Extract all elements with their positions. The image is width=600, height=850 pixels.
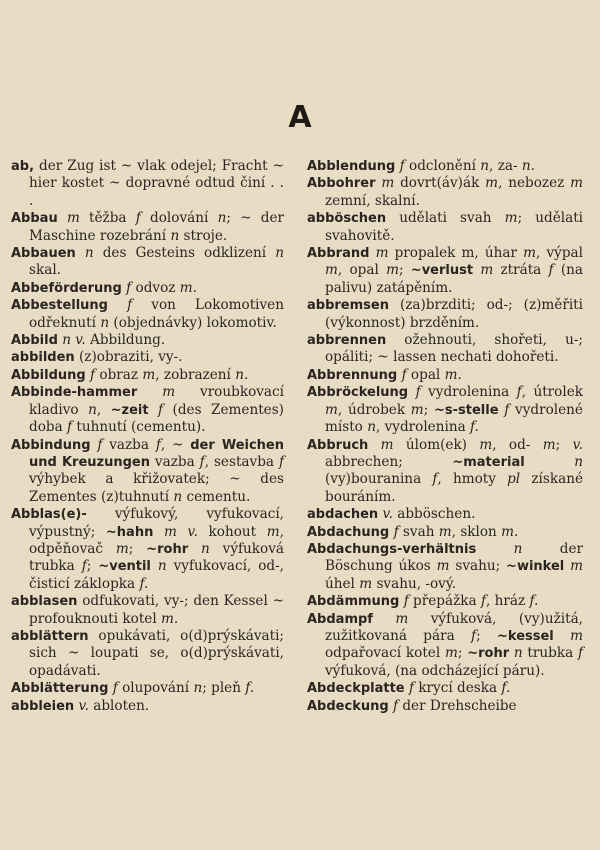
entry-text: , hmoty (437, 471, 508, 488)
grammar-label: m (485, 175, 499, 192)
dictionary-entry (11, 297, 284, 332)
entry-headword: ~s-stelle (434, 402, 499, 418)
entry-text: svah (398, 523, 439, 540)
entry-headword: abbrennen (307, 333, 387, 349)
grammar-label: m (480, 262, 494, 279)
entry-headword: ~kessel (497, 628, 554, 644)
entry-headword: Abbauen (11, 246, 76, 262)
entry-text: von Lokomotiven odřeknutí (29, 297, 284, 331)
dictionary-entry (11, 628, 284, 680)
entry-headword: Abdachung (307, 524, 390, 540)
dictionary-entry (11, 506, 284, 593)
entry-headword: Abbild (11, 333, 58, 349)
grammar-label: m. (161, 610, 179, 627)
entry-text: výfuková, (na odcházející páru). (325, 662, 545, 679)
entry-text: ; (555, 436, 573, 453)
dictionary-entry (11, 384, 284, 436)
entry-headword: abbilden (11, 350, 75, 366)
entry-headword: ~winkel (506, 559, 565, 575)
grammar-label: n (157, 558, 167, 575)
grammar-label: n (574, 453, 583, 470)
dictionary-entry (307, 245, 583, 297)
entry-text (76, 245, 85, 261)
dictionary-entry (307, 437, 583, 507)
entry-headword: Abbrennung (307, 367, 398, 383)
grammar-label: f (408, 680, 414, 697)
dictionary-entry (307, 680, 583, 697)
entry-text: tuhnutí (cementu). (72, 419, 206, 436)
dictionary-entry (307, 611, 583, 681)
grammar-label: m (162, 384, 176, 401)
entry-text: , hráz (485, 593, 530, 610)
entry-text: úhel (325, 575, 360, 592)
entry-text: (vy)bouranina (325, 471, 433, 488)
grammar-label: n (173, 488, 183, 505)
grammar-label: m (142, 366, 156, 383)
entry-text: ; ~ der Maschine rozebrání (29, 210, 285, 244)
dictionary-entry (307, 210, 583, 245)
grammar-label: m (570, 558, 583, 575)
entry-headword: ~material (452, 454, 525, 470)
entry-text: cementu. (182, 488, 251, 505)
entry-text: ; pleň (202, 680, 246, 697)
grammar-label: m (266, 523, 280, 540)
entry-headword: abbremsen (307, 298, 389, 314)
entry-text: výfukový, vyfukovací, výpustný; (29, 506, 284, 540)
entry-text: der Drehscheibe (398, 697, 517, 714)
entry-text: ; (423, 401, 434, 418)
entry-text: ztráta (493, 262, 549, 279)
dictionary-entry (307, 541, 583, 593)
entry-text: dovrt(áv)ák (394, 175, 486, 192)
entry-text: těžba (79, 210, 136, 227)
entry-headword: Abbrand (307, 246, 370, 262)
entry-text: propalek m, úhar (388, 245, 524, 262)
entry-text: odclonění (404, 158, 481, 174)
entry-headword: ~hahn (105, 524, 154, 540)
grammar-label: f (480, 593, 486, 610)
entry-text (151, 558, 158, 574)
left-column (11, 158, 284, 715)
entry-headword: Abblätterung (11, 681, 109, 697)
grammar-label: m (410, 401, 424, 418)
grammar-label: n. (235, 366, 249, 383)
entry-headword: Abbruch (307, 437, 369, 453)
grammar-label: f (401, 366, 407, 383)
section-letter: A (288, 100, 312, 135)
entry-headword: Abdeckplatte (307, 681, 405, 697)
entry-headword: abblättern (11, 628, 89, 644)
grammar-label: n (100, 314, 110, 331)
entry-text (108, 297, 127, 313)
entry-text: , údrobek (337, 401, 411, 418)
entry-text: (za)brzditi; od-; (z)měřiti (výkonnost) brzděním. (325, 297, 583, 331)
entry-text: , odpěňovač (29, 523, 284, 557)
entry-text (525, 454, 575, 470)
grammar-label: f (471, 627, 477, 644)
entry-text: vroubkovací kladivo (29, 384, 284, 418)
entry-text: , výpal (536, 245, 583, 262)
entry-text: (des Zementes) doba (29, 401, 284, 436)
right-column (307, 158, 583, 715)
entry-text: ; (457, 645, 468, 662)
grammar-label: n (513, 540, 523, 557)
entry-text (137, 384, 162, 400)
entry-text: abbrechen; (325, 453, 453, 470)
grammar-label: m (570, 627, 583, 644)
grammar-label: f (516, 384, 522, 401)
grammar-label: n (480, 158, 490, 174)
entry-text: odfukovati, vy-; den Kessel ~ profouknouti kotel (29, 593, 284, 627)
grammar-label: f (127, 297, 133, 314)
entry-text: zemní, skalní. (325, 192, 420, 209)
entry-text (368, 437, 380, 453)
grammar-label: n v. (62, 332, 86, 349)
grammar-label: f. (470, 419, 479, 436)
entry-text (188, 541, 201, 557)
entry-text: krycí deska (414, 680, 502, 697)
entry-text: svahu; (449, 558, 507, 575)
dictionary-entry (307, 158, 583, 175)
grammar-label: m (523, 245, 537, 262)
entry-text: abloten. (88, 697, 150, 714)
entry-text: odpařovací kotel (325, 645, 445, 662)
entry-text: získané bouráním. (325, 471, 583, 505)
dictionary-entry (11, 280, 284, 297)
entry-text: ; (476, 627, 497, 644)
grammar-label: m (380, 436, 394, 453)
entry-text: , ~ (160, 436, 191, 453)
entry-text: dolování (140, 210, 218, 227)
entry-headword: Abblendung (307, 159, 396, 174)
grammar-label: n (513, 645, 523, 662)
grammar-label: m (395, 610, 409, 627)
entry-text: úlom(ek) (393, 436, 480, 453)
grammar-label: f (155, 436, 161, 453)
grammar-label: f (67, 419, 73, 436)
grammar-label: f. (139, 575, 149, 592)
entry-text (153, 524, 164, 540)
dictionary-entry (307, 175, 583, 210)
entry-text: , od- (492, 436, 543, 453)
entry-text: opukávati, o(d)prýskávati; sich ~ loupati se, o(d)prýskávati, opadávati. (29, 627, 284, 679)
entry-text: ; udělati svahovitě. (325, 210, 584, 244)
grammar-label: m. (501, 523, 519, 540)
entry-text: (objednávky) lokomotiv. (109, 314, 277, 331)
entry-text: , útrolek (521, 384, 583, 401)
grammar-label: m (115, 540, 129, 557)
entry-text: stroje. (179, 227, 228, 244)
entry-headword: ab, (11, 159, 35, 174)
grammar-label: f (432, 471, 438, 488)
grammar-label: m (386, 262, 399, 279)
entry-headword: Abbestellung (11, 298, 108, 314)
grammar-label: m (325, 401, 338, 418)
entry-text: abböschen. (392, 506, 476, 523)
grammar-label: m (66, 210, 80, 227)
entry-headword: Abdachungs-verhältnis (307, 541, 477, 557)
grammar-label: m (504, 210, 518, 227)
dictionary-entry (11, 680, 284, 697)
entry-headword: der Weichen und Kreuzungen (29, 437, 284, 470)
grammar-label: n (88, 401, 97, 418)
entry-headword: Abblas(e)- (11, 507, 87, 523)
grammar-label: m (542, 436, 556, 453)
dictionary-entry (307, 297, 583, 332)
entry-text: (na palivu) zatápěním. (325, 262, 583, 296)
entry-text: odvoz (131, 279, 180, 296)
entry-headword: ~rohr (467, 646, 510, 662)
entry-text: vazba (149, 453, 200, 470)
grammar-label: m. (179, 279, 197, 296)
entry-headword: Abbildung (11, 367, 86, 383)
entry-headword: Abdampf (307, 611, 373, 627)
dictionary-entry (11, 210, 284, 245)
entry-text (58, 210, 67, 226)
entry-text: výhybek a křižovatek; ~ des Zementes (z)tuhnutí (29, 471, 284, 505)
dictionary-entry (11, 593, 284, 628)
grammar-label: v. (382, 506, 393, 523)
entry-text: udělati svah (386, 210, 505, 227)
dictionary-entry (11, 245, 284, 280)
grammar-label: f (199, 453, 205, 470)
entry-text (408, 384, 415, 400)
grammar-label: m (381, 175, 395, 192)
grammar-label: n (367, 419, 376, 436)
grammar-label: n (275, 245, 284, 262)
entry-text: , vydrolenina (375, 419, 471, 436)
dictionary-entry (307, 384, 583, 436)
entry-text: , za- (489, 158, 522, 174)
grammar-label: m (436, 558, 450, 575)
entry-text: svahu, -ový. (372, 575, 457, 592)
grammar-label: m v. (163, 523, 198, 540)
grammar-label: f (90, 366, 96, 383)
grammar-label: m (375, 245, 389, 262)
grammar-label: n (217, 210, 227, 227)
grammar-label: m. (444, 366, 462, 383)
entry-text: , nebozez (498, 175, 571, 192)
grammar-label: f. (529, 593, 539, 610)
entry-text (149, 402, 158, 418)
dictionary-entry (307, 367, 583, 384)
entry-headword: Abdämmung (307, 594, 400, 610)
entry-headword: Abbeförderung (11, 280, 122, 296)
entry-text: , opal (337, 262, 387, 279)
grammar-label: f (112, 680, 118, 697)
grammar-label: f (135, 210, 141, 227)
entry-text: vydrolené místo (325, 401, 583, 436)
dictionary-entry (307, 524, 583, 541)
entry-headword: abböschen (307, 211, 387, 227)
dictionary-entry (11, 332, 284, 349)
entry-text: opal (406, 366, 445, 383)
entry-text: , (96, 401, 111, 418)
entry-headword: ~verlust (410, 263, 474, 279)
grammar-label: f (278, 453, 284, 470)
entry-headword: Abbau (11, 211, 58, 227)
entry-text: vydrolenina (420, 384, 517, 401)
entry-headword: abbleien (11, 698, 75, 714)
entry-headword: Abbohrer (307, 176, 376, 192)
entry-headword: ~rohr (146, 541, 189, 557)
grammar-label: n (193, 680, 203, 697)
entry-text: obraz (95, 366, 143, 383)
entry-text: der Böschung úkos (325, 540, 583, 575)
grammar-label: v. (572, 436, 583, 453)
entry-headword: abblasen (11, 594, 78, 610)
dictionary-entry (307, 332, 583, 367)
entry-text: přepážka (408, 593, 481, 610)
grammar-label: f (97, 436, 103, 453)
grammar-label: f (158, 401, 164, 418)
entry-text: výfuková trubka (29, 540, 285, 575)
entry-text: skal. (29, 262, 61, 279)
entry-text: , sklon (451, 523, 502, 540)
entry-text: ; (86, 558, 99, 575)
grammar-label: f (548, 262, 554, 279)
grammar-label: n. (521, 158, 535, 174)
dictionary-entry (307, 593, 583, 610)
grammar-label: m (325, 262, 338, 279)
grammar-label: f (393, 523, 399, 540)
entry-text: der Zug ist ~ vlak odejel; Fracht ~ hier kostet ~ dopravné odtud činí . . . (29, 158, 284, 209)
entry-headword: abdachen (307, 507, 379, 523)
entry-text (554, 628, 570, 644)
entry-headword: ~zeit (110, 402, 149, 418)
entry-text: olupování (117, 680, 194, 697)
entry-text (373, 611, 395, 627)
entry-text: kohout (197, 523, 267, 540)
entry-headword: Abbindung (11, 437, 91, 453)
grammar-label: v. (78, 697, 89, 714)
entry-text: ožehnouti, shořeti, u-; opáliti; ~ lassen nechati dohořeti. (325, 332, 583, 366)
entry-headword: Abbinde-hammer (11, 385, 138, 401)
grammar-label: f (392, 697, 399, 714)
dictionary-entry (307, 698, 583, 715)
grammar-label: n (84, 245, 94, 262)
entry-text: vyfukovací, od-, čisticí záklopka (29, 558, 284, 592)
entry-text: trubka (522, 645, 578, 662)
dictionary-entry (11, 437, 284, 507)
dictionary-entry (11, 698, 284, 715)
grammar-label: f (504, 401, 510, 418)
entry-text (476, 541, 513, 557)
entry-text: ; (128, 540, 147, 557)
grammar-label: n (170, 227, 180, 244)
entry-headword: ~ventil (98, 559, 151, 575)
entry-text: ; (398, 262, 411, 279)
grammar-label: n (201, 540, 210, 557)
grammar-label: m (570, 175, 583, 192)
entry-text: , zobrazení (155, 366, 236, 383)
grammar-label: m (444, 645, 458, 662)
grammar-label: f (126, 279, 132, 296)
grammar-label: m (359, 575, 373, 592)
entry-text: (z)obraziti, vy-. (74, 349, 183, 366)
dictionary-entry (11, 349, 284, 366)
dictionary-entry (307, 506, 583, 523)
grammar-label: m (479, 436, 493, 453)
grammar-label: pl (507, 471, 521, 488)
grammar-label: f (399, 158, 405, 174)
entry-text: des Gesteins odklizení (93, 245, 276, 262)
grammar-label: f (415, 384, 421, 401)
entry-text: , sestavba (204, 453, 279, 470)
grammar-label: f (403, 593, 409, 610)
entry-headword: Abbröckelung (307, 385, 409, 401)
entry-text: výfuková, (vy)užitá, zužitkovaná pára (325, 610, 583, 644)
grammar-label: m (438, 523, 452, 540)
entry-text: vazba (102, 436, 156, 453)
entry-headword: Abdeckung (307, 698, 389, 714)
grammar-label: f (81, 558, 87, 575)
dictionary-entry (11, 367, 284, 384)
grammar-label: f. (245, 680, 255, 697)
dictionary-entry (11, 158, 284, 210)
grammar-label: f. (501, 680, 511, 697)
entry-text: Abbildung. (85, 332, 166, 349)
grammar-label: f (577, 645, 584, 662)
